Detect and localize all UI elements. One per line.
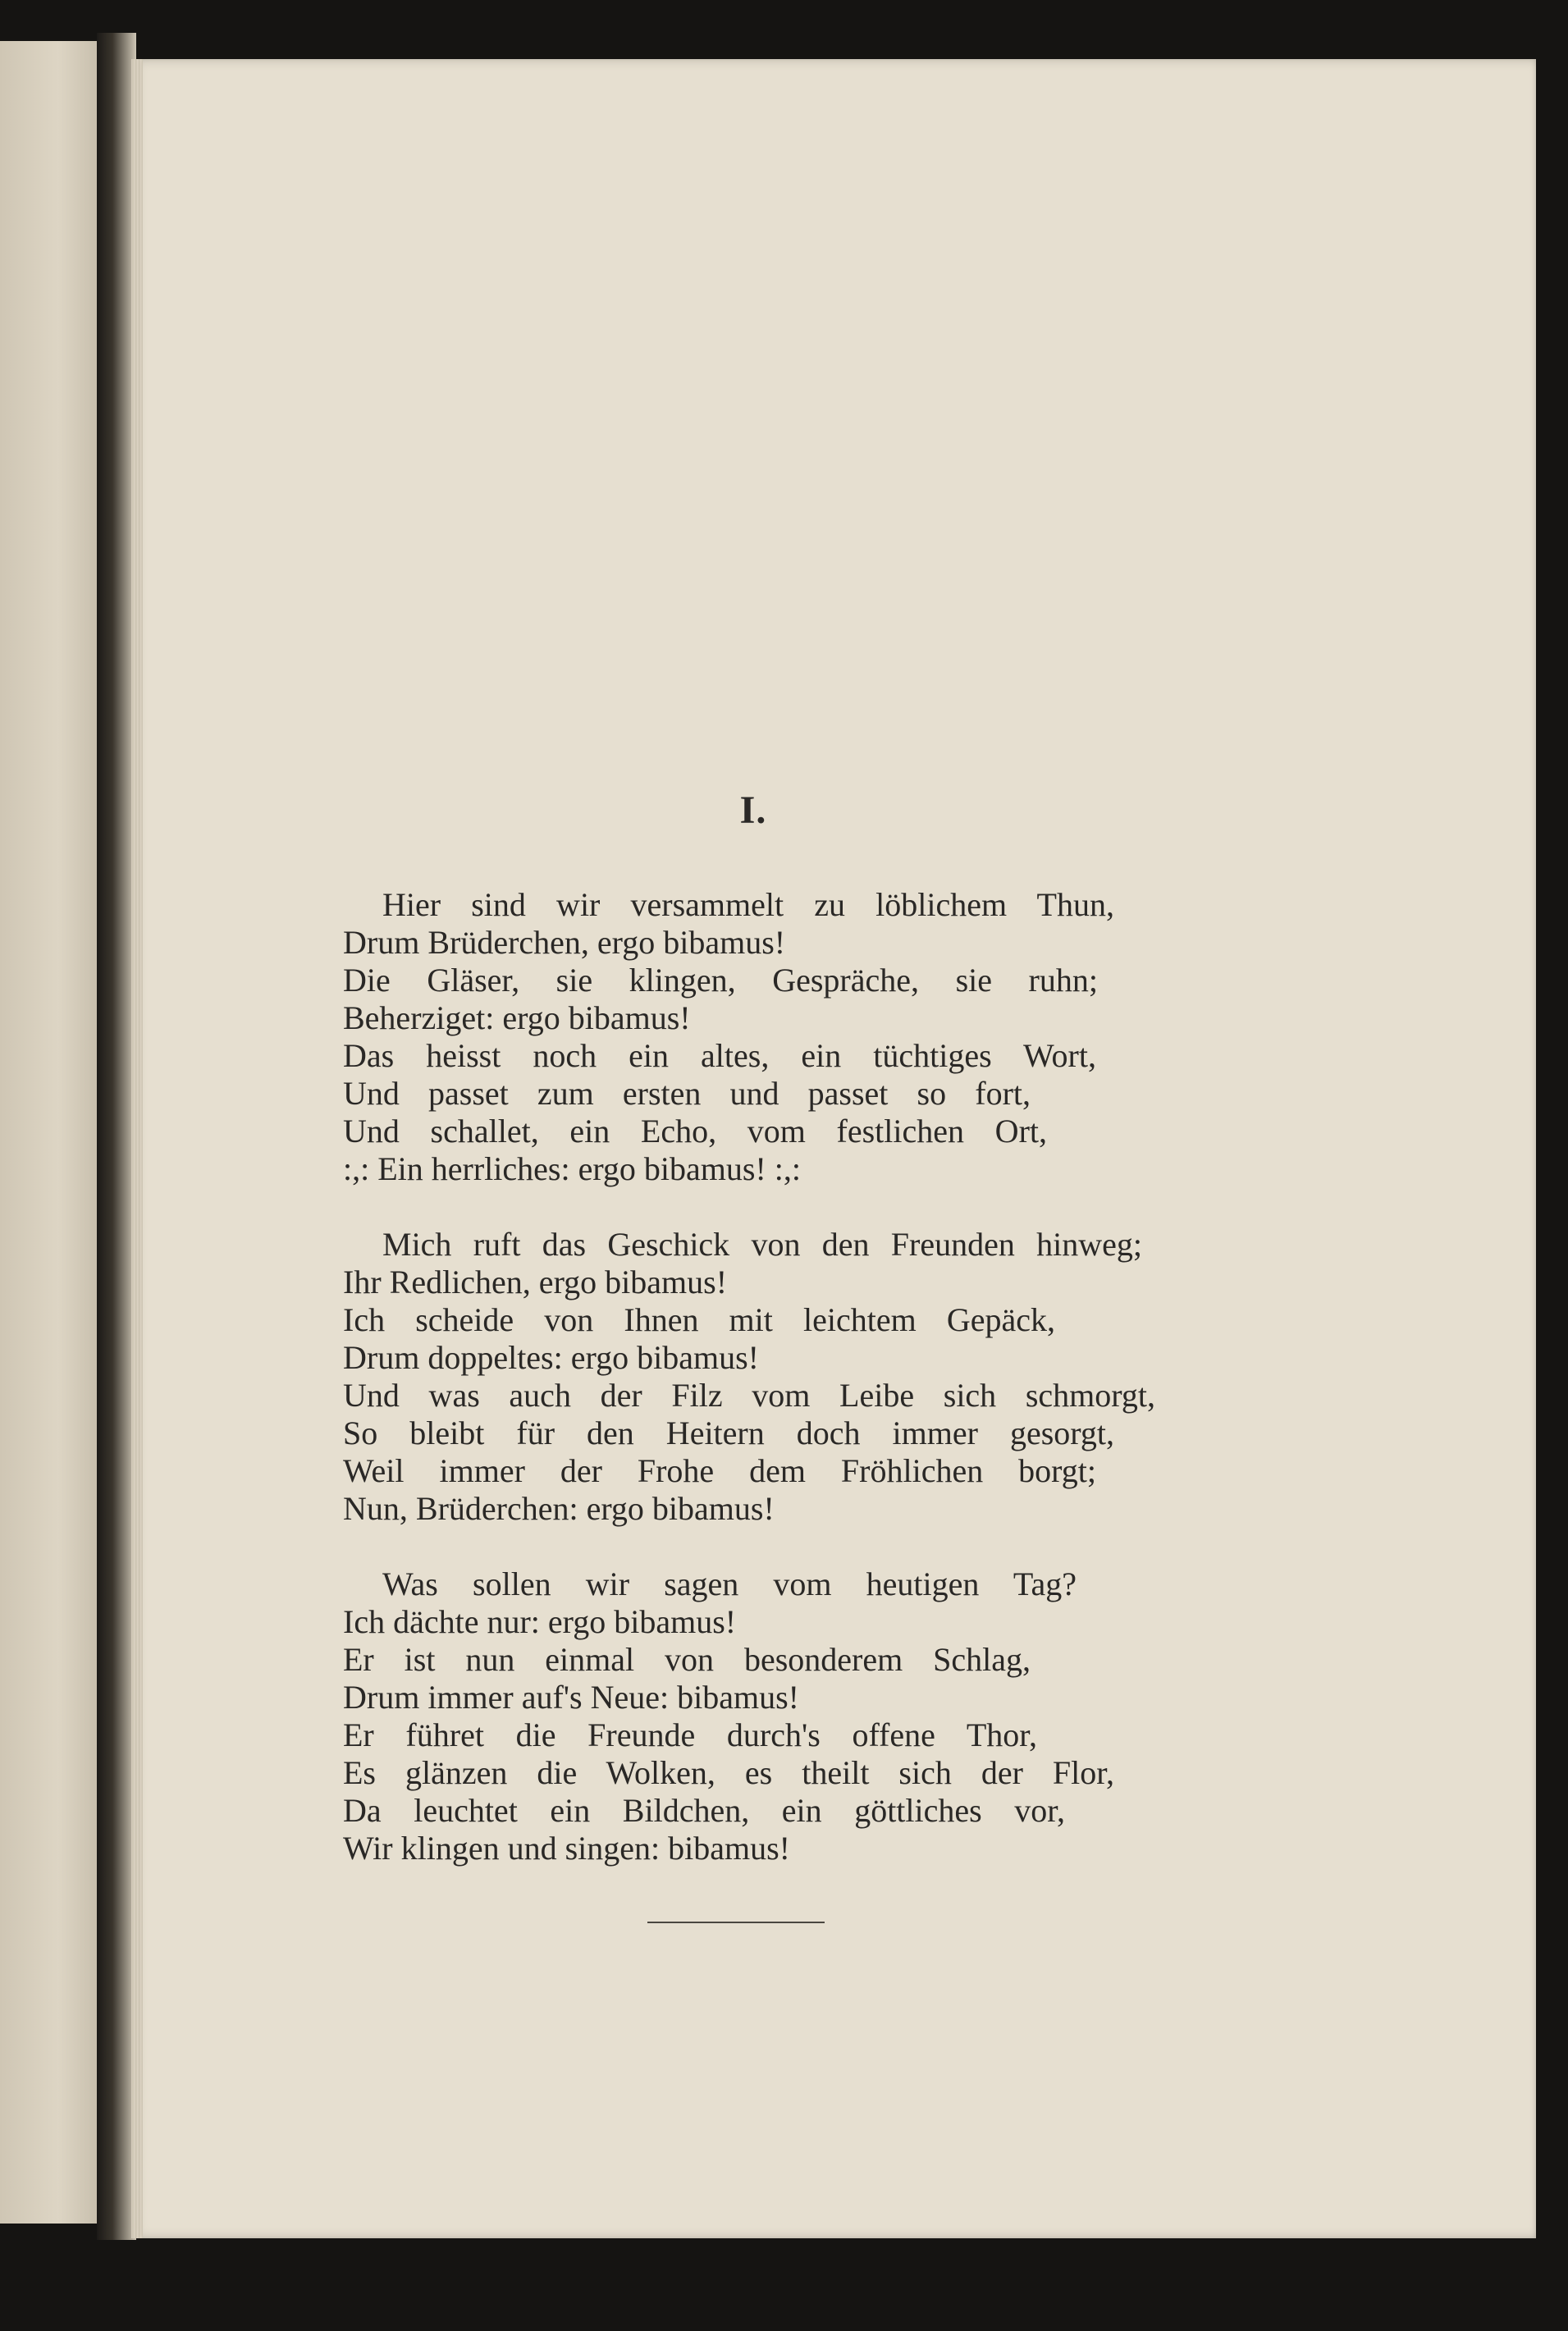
section-numeral: I. [739, 788, 767, 832]
stanza-3 [343, 1565, 1188, 1867]
stanza-1 [343, 886, 1188, 1188]
poem-line: Das heisst noch ein altes, ein tüchtiges Wort, [343, 1037, 1096, 1074]
poem-line: Was sollen wir sagen vom heutigen Tag? [382, 1565, 1077, 1602]
poem-line: Es glänzen die Wolken, es theilt sich der Flor, [343, 1754, 1114, 1791]
poem-line: Hier sind wir versammelt zu löblichem Thun, [382, 886, 1114, 923]
end-rule [647, 1922, 825, 1923]
poem-line: Die Gläser, sie klingen, Gespräche, sie ruhn; [343, 962, 1098, 999]
book-gutter [97, 33, 136, 2240]
poem-line: Drum immer auf's Neue: bibamus! [343, 1679, 799, 1716]
poem-line: Beherziget: ergo bibamus! [343, 999, 691, 1036]
poem [343, 886, 1188, 1905]
poem-line: Mich ruft das Geschick von den Freunden hinweg; [382, 1226, 1142, 1263]
poem-line: Da leuchtet ein Bildchen, ein göttliches vor, [343, 1792, 1065, 1829]
poem-line: Weil immer der Frohe dem Fröhlichen borgt; [343, 1452, 1096, 1489]
poem-line: :,: Ein herrliches: ergo bibamus! :,: [343, 1150, 802, 1187]
stanza-2 [343, 1226, 1188, 1528]
poem-line: Ich scheide von Ihnen mit leichtem Gepäck, [343, 1301, 1055, 1338]
poem-line: Drum Brüderchen, ergo bibamus! [343, 924, 786, 961]
poem-line: Wir klingen und singen: bibamus! [343, 1830, 790, 1867]
poem-line: Er ist nun einmal von besonderem Schlag, [343, 1641, 1031, 1678]
poem-line: Und schallet, ein Echo, vom festlichen Ort, [343, 1113, 1047, 1150]
poem-line: Ich dächte nur: ergo bibamus! [343, 1603, 737, 1640]
page-stack-edges [131, 59, 143, 2238]
poem-line: Drum doppeltes: ergo bibamus! [343, 1339, 759, 1376]
poem-line: So bleibt für den Heitern doch immer gesorgt, [343, 1415, 1114, 1451]
poem-line: Und passet zum ersten und passet so fort, [343, 1075, 1031, 1112]
poem-line: Ihr Redlichen, ergo bibamus! [343, 1264, 728, 1300]
poem-line: Er führet die Freunde durch's offene Thor, [343, 1716, 1037, 1753]
poem-line: Und was auch der Filz vom Leibe sich schmorgt, [343, 1377, 1155, 1414]
previous-page-edge [0, 41, 97, 2224]
poem-line: Nun, Brüderchen: ergo bibamus! [343, 1490, 775, 1527]
